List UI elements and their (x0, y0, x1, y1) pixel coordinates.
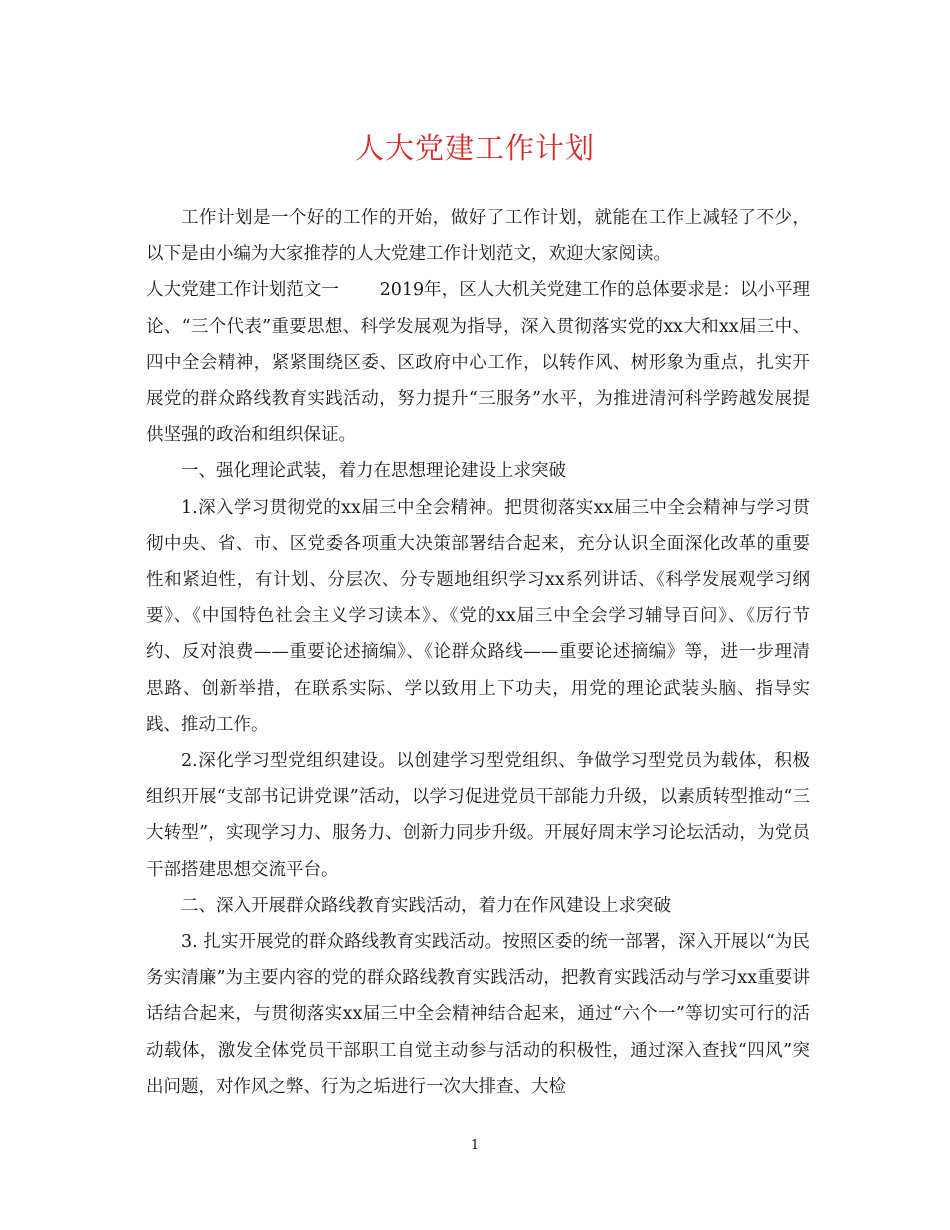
page-number: 1 (470, 1138, 480, 1153)
section-heading-1: 一、强化理论武装，着力在思想理论建设上求突破 (181, 461, 566, 482)
document-title: 人大党建工作计划 (354, 131, 595, 165)
section-heading-2: 二、深入开展群众路线教育实践活动，着力在作风建设上求突破 (181, 895, 671, 916)
item-paragraph-3: 3. 扎实开展党的群众路线教育实践活动。按照区委的统一部署，深入开展以“为民务实清廉”为主要内容的党的群众路线教育实践活动，把教育实践活动与学习xx重要讲话结合起来，与贯彻落实xx届三中全会精神结合起来，通过“六个一”等切实可行的活动载体，激发全体党员干部职工自觉主动参与活动的积极性，通过深入查找“四风”突出问题，对作风之弊、行为之垢进行一次大排查、大检 (146, 932, 810, 1097)
document-body (146, 200, 810, 1105)
plan-overview-paragraph: 人大党建工作计划范文一 2019年，区人大机关党建工作的总体要求是：以小平理论、“三个代表”重要思想、科学发展观为指导，深入贯彻落实党的xx大和xx届三中、四中全会精神，紧紧围绕区委、区政府中心工作，以转作风、树形象为重点，扎实开展党的群众路线教育实践活动，努力提升“三服务”水平，为推进清河科学跨越发展提供坚强的政治和组织保证。 (146, 280, 810, 446)
item-paragraph-1: 1.深入学习贯彻党的xx届三中全会精神。把贯彻落实xx届三中全会精神与学习贯彻中央、省、市、区党委各项重大决策部署结合起来，充分认识全面深化改革的重要性和紧迫性，有计划、分层次、分专题地组织学习xx系列讲话、《科学发展观学习纲要》、《中国特色社会主义学习读本》、《党的xx届三中全会学习辅导百问》、《厉行节约、反对浪费——重要论述摘编》、《论群众路线——重要论述摘编》等，进一步理清思路、创新举措，在联系实际、学以致用上下功夫，用党的理论武装头脑、指导实践、推动工作。 (146, 497, 810, 735)
item-paragraph-2: 2.深化学习型党组织建设。以创建学习型党组织、争做学习型党员为载体，积极组织开展“支部书记讲党课”活动，以学习促进党员干部能力升级，以素质转型推动“三大转型”，实现学习力、服务力、创新力同步升级。开展好周末学习论坛活动，为党员干部搭建思想交流平台。 (146, 751, 810, 880)
intro-paragraph: 工作计划是一个好的工作的开始，做好了工作计划，就能在工作上减轻了不少，以下是由小编为大家推荐的人大党建工作计划范文，欢迎大家阅读。 (146, 208, 810, 265)
